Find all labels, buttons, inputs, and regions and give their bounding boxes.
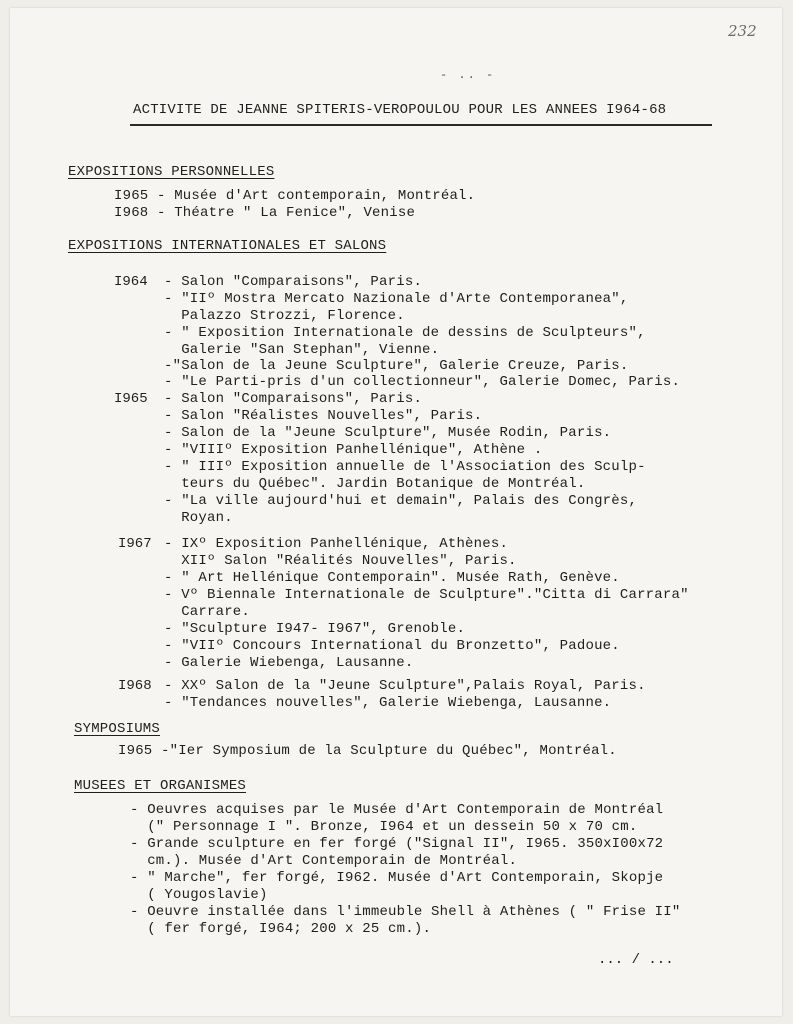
list-item: - XXº Salon de la "Jeune Sculpture",Palais Royal, Paris. bbox=[164, 678, 646, 694]
list-item: - Salon "Réalistes Nouvelles", Paris. bbox=[164, 408, 483, 424]
list-item: I965 -"Ier Symposium de la Sculpture du Québec", Montréal. bbox=[118, 743, 617, 759]
list-item: I968 - Théatre " La Fenice", Venise bbox=[114, 205, 416, 221]
section-heading-internationales: EXPOSITIONS INTERNATIONALES ET SALONS bbox=[68, 238, 387, 254]
list-item: Galerie "San Stephan", Vienne. bbox=[164, 342, 440, 358]
list-item: - "Sculpture I947- I967", Grenoble. bbox=[164, 621, 466, 637]
list-item: ( Yougoslavie) bbox=[130, 887, 268, 903]
list-item: teurs du Québec". Jardin Botanique de Montréal. bbox=[164, 476, 586, 492]
section-heading-musees: MUSEES ET ORGANISMES bbox=[74, 778, 247, 794]
list-item: Palazzo Strozzi, Florence. bbox=[164, 308, 405, 324]
list-item: - Oeuvres acquises par le Musée d'Art Contemporain de Montréal bbox=[130, 802, 664, 818]
list-item: - Galerie Wiebenga, Lausanne. bbox=[164, 655, 414, 671]
title-underline bbox=[130, 124, 712, 126]
list-item: - "VIIº Concours International du Bronzetto", Padoue. bbox=[164, 638, 620, 654]
continuation-marker: ... / ... bbox=[598, 952, 674, 968]
list-item: - Salon "Comparaisons", Paris. bbox=[164, 391, 423, 407]
list-item: - "Tendances nouvelles", Galerie Wiebenga, Lausanne. bbox=[164, 695, 612, 711]
section-heading-personnelles: EXPOSITIONS PERSONNELLES bbox=[68, 164, 275, 180]
list-item: (" Personnage I ". Bronze, I964 et un dessein 50 x 70 cm. bbox=[130, 819, 638, 835]
page-number: 232 bbox=[728, 22, 757, 40]
list-item: - Oeuvre installée dans l'immeuble Shell à Athènes ( " Frise II" bbox=[130, 904, 681, 920]
list-item: Carrare. bbox=[164, 604, 251, 620]
list-item: I965 - Musée d'Art contemporain, Montréal. bbox=[114, 188, 476, 204]
list-item: cm.). Musée d'Art Contemporain de Montréal. bbox=[130, 853, 518, 869]
list-item: - " Marche", fer forgé, I962. Musée d'Art Contemporain, Skopje bbox=[130, 870, 664, 886]
list-item: -"Salon de la Jeune Sculpture", Galerie Creuze, Paris. bbox=[164, 358, 629, 374]
year-label: I965 bbox=[114, 391, 148, 407]
list-item: - "La ville aujourd'hui et demain", Palais des Congrès, bbox=[164, 493, 638, 509]
list-item: - " Art Hellénique Contemporain". Musée Rath, Genève. bbox=[164, 570, 620, 586]
list-item: - Grande sculpture en fer forgé ("Signal II", I965. 350xI00x72 bbox=[130, 836, 664, 852]
list-item: - Salon de la "Jeune Sculpture", Musée Rodin, Paris. bbox=[164, 425, 612, 441]
list-item: - "Le Parti-pris d'un collectionneur", Galerie Domec, Paris. bbox=[164, 374, 681, 390]
list-item: - "IIº Mostra Mercato Nazionale d'Arte Contemporanea", bbox=[164, 291, 629, 307]
document-title: ACTIVITE DE JEANNE SPITERIS-VEROPOULOU POUR LES ANNEES I964-68 bbox=[133, 102, 667, 118]
year-label: I964 bbox=[114, 274, 148, 290]
list-item: ( fer forgé, I964; 200 x 25 cm.). bbox=[130, 921, 432, 937]
list-item: Royan. bbox=[164, 510, 233, 526]
list-item: - "VIIIº Exposition Panhellénique", Athène . bbox=[164, 442, 543, 458]
list-item: - Salon "Comparaisons", Paris. bbox=[164, 274, 423, 290]
list-item: - IXº Exposition Panhellénique, Athènes. bbox=[164, 536, 509, 552]
section-heading-symposiums: SYMPOSIUMS bbox=[74, 721, 161, 737]
list-item: XIIº Salon "Réalités Nouvelles", Paris. bbox=[164, 553, 517, 569]
top-marks: - .. - bbox=[440, 68, 496, 82]
list-item: - " Exposition Internationale de dessins de Sculpteurs", bbox=[164, 325, 646, 341]
year-label: I967 bbox=[118, 536, 152, 552]
year-label: I968 bbox=[118, 678, 152, 694]
list-item: - Vº Biennale Internationale de Sculpture"."Citta di Carrara" bbox=[164, 587, 689, 603]
list-item: - " IIIº Exposition annuelle de l'Association des Sculp- bbox=[164, 459, 646, 475]
